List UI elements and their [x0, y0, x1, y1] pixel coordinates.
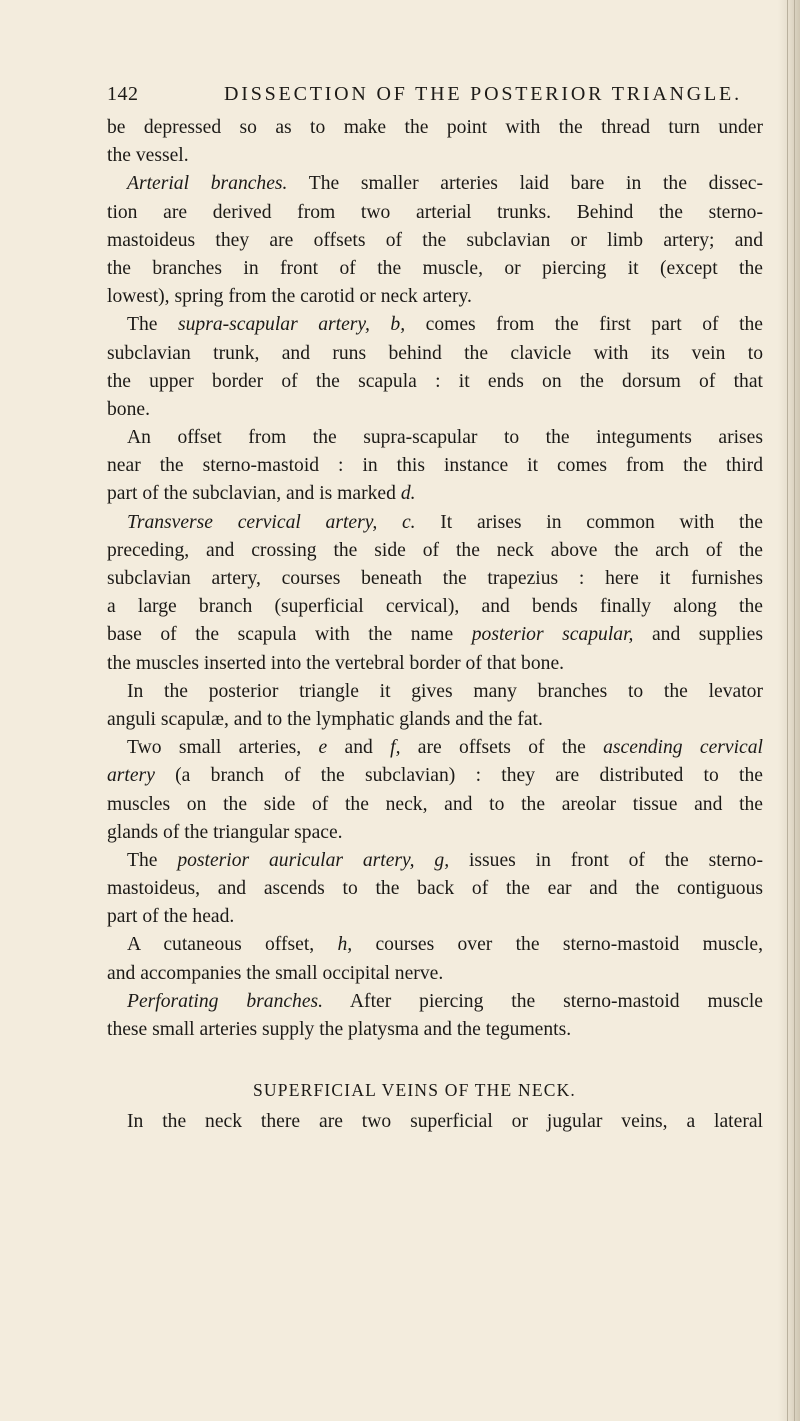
running-title: DISSECTION OF THE POSTERIOR TRIANGLE.	[224, 83, 742, 105]
italic-term: d.	[400, 483, 416, 505]
text-line: the upper border of the scapula : it ends on the dorsum of that	[107, 370, 763, 392]
text-line: the muscles inserted into the vertebral border of that bone.	[107, 652, 565, 674]
line-text: and supplies	[633, 624, 763, 646]
italic-term: posterior auricular artery, g,	[177, 849, 450, 871]
line-text: The	[127, 314, 178, 336]
line-text: A cutaneous offset,	[127, 934, 338, 956]
italic-term: Arterial branches.	[127, 173, 288, 195]
page-edge-shadow	[778, 0, 800, 1421]
line-text: and	[327, 737, 391, 759]
body-text	[107, 114, 763, 1136]
text-line: part of the head.	[107, 906, 235, 928]
text-line: glands of the triangular space.	[107, 821, 343, 843]
italic-term: supra-scapular artery, b,	[177, 314, 406, 336]
text-line: the vessel.	[107, 145, 189, 167]
text-line: An offset from the supra-scapular to the integuments arises	[127, 427, 763, 449]
italic-term: posterior scapular,	[471, 624, 634, 646]
line-text: After piercing the sterno-mastoid muscle	[323, 990, 763, 1012]
text-line	[107, 734, 763, 762]
text-line: near the sterno-mastoid : in this instance it comes from the third	[107, 455, 763, 477]
text-line: a large branch (superficial cervical), and bends finally along the	[107, 596, 763, 618]
line-text: comes from the first part of the	[405, 314, 763, 336]
line-text: issues in front of the sterno-	[449, 849, 763, 871]
text-line: subclavian trunk, and runs behind the clavicle with its vein to	[107, 342, 763, 364]
italic-term: h,	[337, 934, 353, 956]
text-line: mastoideus, and ascends to the back of the ear and the contiguous	[107, 878, 763, 900]
text-line: bone.	[107, 398, 150, 420]
page-header	[107, 83, 757, 113]
italic-term: Perforating branches.	[127, 990, 324, 1012]
italic-term: Transverse cervical artery, c.	[127, 511, 416, 533]
line-text: courses over the sterno-mastoid muscle,	[352, 934, 763, 956]
text-line: subclavian artery, courses beneath the trapezius : here it furnishes	[107, 568, 763, 589]
line-text: Two small arteries,	[127, 737, 319, 759]
text-line	[107, 621, 763, 649]
text-line	[107, 509, 763, 537]
text-line	[107, 311, 763, 339]
line-text: base of the scapula with the name	[107, 624, 472, 646]
text-line: mastoideus they are offsets of the subclavian or limb artery; and	[107, 229, 763, 251]
text-line	[107, 170, 763, 198]
text-line	[107, 762, 763, 790]
text-line: anguli scapulæ, and to the lymphatic glands and the fat.	[107, 708, 543, 730]
text-line: preceding, and crossing the side of the neck above the arch of the	[107, 539, 763, 561]
page-number: 142	[107, 83, 139, 105]
text-line: In the neck there are two superficial or jugular veins, a lateral	[127, 1111, 763, 1133]
line-text: part of the subclavian, and is marked	[107, 483, 401, 505]
text-line	[107, 480, 763, 508]
line-text: are offsets of the	[400, 737, 604, 759]
italic-term: f,	[390, 737, 401, 759]
section-heading: SUPERFICIAL VEINS OF THE NECK.	[253, 1080, 576, 1101]
text-line: these small arteries supply the platysma and the teguments.	[107, 1019, 572, 1040]
text-line: be depressed so as to make the point with the thread turn under	[107, 117, 763, 138]
page-edge-line	[787, 0, 788, 1421]
line-text: It arises in common with the	[415, 511, 763, 533]
text-line	[107, 988, 763, 1016]
text-line: and accompanies the small occipital nerve.	[107, 962, 444, 984]
text-line: tion are derived from two arterial trunks. Behind the sterno-	[107, 201, 763, 223]
text-line: muscles on the side of the neck, and to the areolar tissue and the	[107, 793, 763, 815]
line-text: (a branch of the subclavian) : they are distributed to the	[154, 765, 763, 787]
text-line: In the posterior triangle it gives many branches to the levator	[127, 680, 763, 702]
line-text: The smaller arteries laid bare in the dissec-	[287, 173, 763, 195]
italic-term: ascending cervical	[603, 737, 763, 759]
text-line: lowest), spring from the carotid or neck artery.	[107, 286, 472, 308]
line-text: The	[127, 849, 178, 871]
italic-term: e	[318, 737, 328, 759]
text-line: the branches in front of the muscle, or piercing it (except the	[107, 257, 763, 279]
page-edge-line	[794, 0, 795, 1421]
text-line	[107, 931, 763, 959]
text-line	[107, 847, 763, 875]
italic-term: artery	[107, 765, 155, 787]
